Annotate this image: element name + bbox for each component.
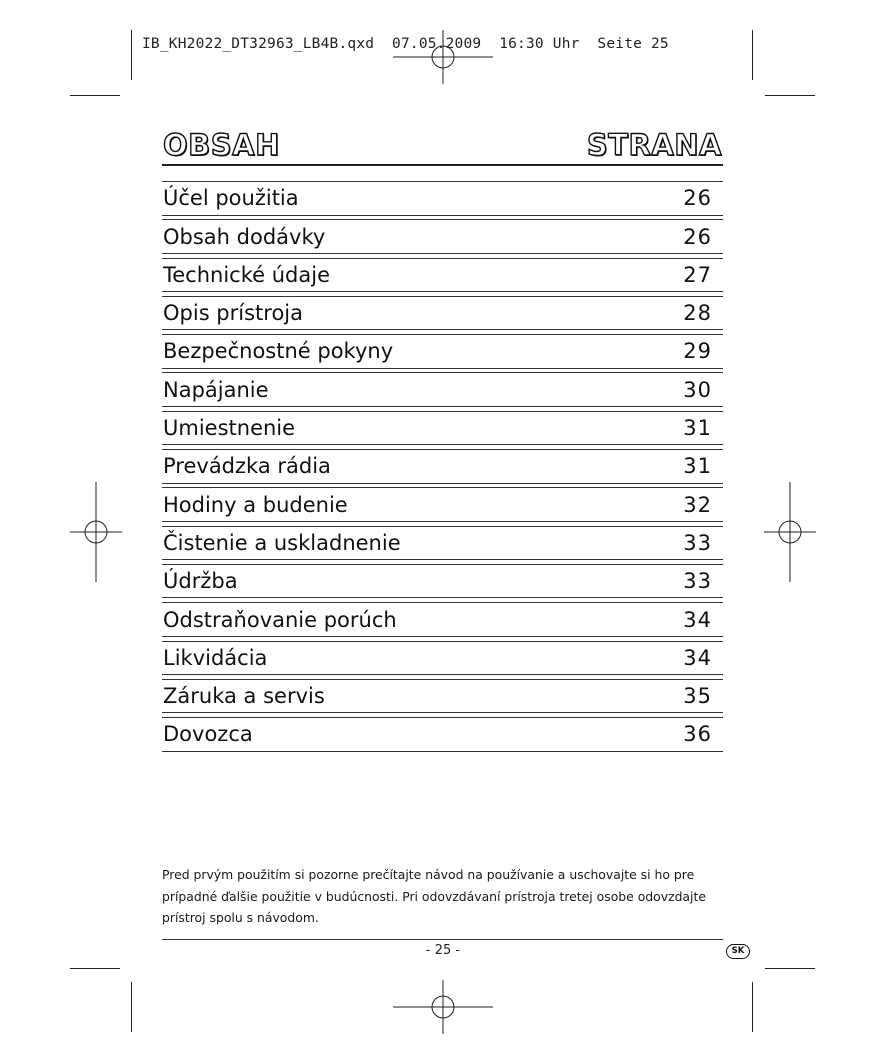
language-badge: SK [726, 944, 750, 959]
toc-entry-page: 26 [683, 186, 712, 211]
toc-entry-page: 29 [683, 339, 712, 364]
toc-entry-title: Účel použitia [163, 186, 299, 211]
toc-entry-page: 28 [683, 301, 712, 326]
toc-entry-title: Likvidácia [163, 645, 268, 670]
crop-mark [765, 95, 815, 96]
crop-mark [70, 968, 120, 969]
toc-entry [162, 487, 723, 522]
crop-mark [765, 968, 815, 969]
toc-entry-page: 33 [683, 530, 712, 555]
print-slug: IB_KH2022_DT32963_LB4B.qxd 07.05.2009 16:30 Uhr Seite 25 [142, 36, 669, 52]
registration-mark-icon [764, 482, 816, 582]
toc-entry-title: Údržba [163, 569, 238, 594]
toc-heading: OBSAH [163, 128, 280, 162]
toc-entry-page: 27 [683, 262, 712, 287]
toc-entry [162, 641, 723, 676]
page-number: - 25 - [425, 943, 461, 958]
toc-entry [162, 181, 723, 216]
toc-entry-title: Napájanie [163, 377, 269, 402]
toc-entry-page: 35 [683, 684, 712, 709]
crop-mark [752, 30, 753, 80]
toc-entry [162, 296, 723, 331]
usage-note: Pred prvým použitím si pozorne prečítajte návod na používanie a uschovajte si ho pre prípadné ďalšie použitie v budúcnosti. Pri odovzdávaní prístroja tretej osobe odovzdajte prístroj spolu s návodom. [162, 867, 706, 925]
page-column-heading: STRANA [586, 128, 722, 162]
crop-mark [70, 95, 120, 96]
toc-entry-page: 34 [683, 645, 712, 670]
toc-entry-title: Dovozca [163, 722, 253, 747]
toc-entry [162, 679, 723, 714]
toc-entry [162, 372, 723, 407]
toc-entry [162, 219, 723, 254]
crop-mark [131, 982, 132, 1032]
toc-entry-title: Bezpečnostné pokyny [163, 339, 394, 364]
toc-entry [162, 449, 723, 484]
table-of-contents [162, 181, 723, 755]
toc-entry-title: Odstraňovanie porúch [163, 607, 397, 632]
toc-entry-title: Opis prístroja [163, 301, 304, 326]
toc-entry-title: Obsah dodávky [163, 224, 326, 249]
toc-entry-page: 31 [683, 454, 712, 479]
registration-mark-icon [393, 30, 493, 84]
toc-entry-title: Umiestnenie [163, 416, 296, 441]
toc-entry-page: 34 [683, 607, 712, 632]
crop-mark [752, 982, 753, 1032]
toc-entry [162, 526, 723, 561]
toc-entry-page: 32 [683, 492, 712, 517]
toc-entry [162, 717, 723, 752]
toc-entry [162, 564, 723, 599]
toc-entry-title: Hodiny a budenie [163, 492, 348, 517]
toc-entry [162, 602, 723, 637]
toc-entry-page: 33 [683, 569, 712, 594]
toc-entry-page: 31 [683, 416, 712, 441]
toc-entry [162, 258, 723, 293]
header-rule [162, 164, 723, 166]
crop-mark [131, 30, 132, 80]
footer-rule [162, 939, 723, 940]
toc-entry-title: Záruka a servis [163, 684, 325, 709]
toc-entry-page: 26 [683, 224, 712, 249]
toc-entry-title: Čistenie a uskladnenie [163, 530, 401, 555]
toc-entry-title: Prevádzka rádia [163, 454, 331, 479]
registration-mark-icon [393, 980, 493, 1034]
toc-entry-page: 36 [683, 722, 712, 747]
toc-entry [162, 411, 723, 446]
toc-entry-title: Technické údaje [163, 262, 330, 287]
registration-mark-icon [70, 482, 122, 582]
toc-entry-page: 30 [683, 377, 712, 402]
toc-entry [162, 334, 723, 369]
